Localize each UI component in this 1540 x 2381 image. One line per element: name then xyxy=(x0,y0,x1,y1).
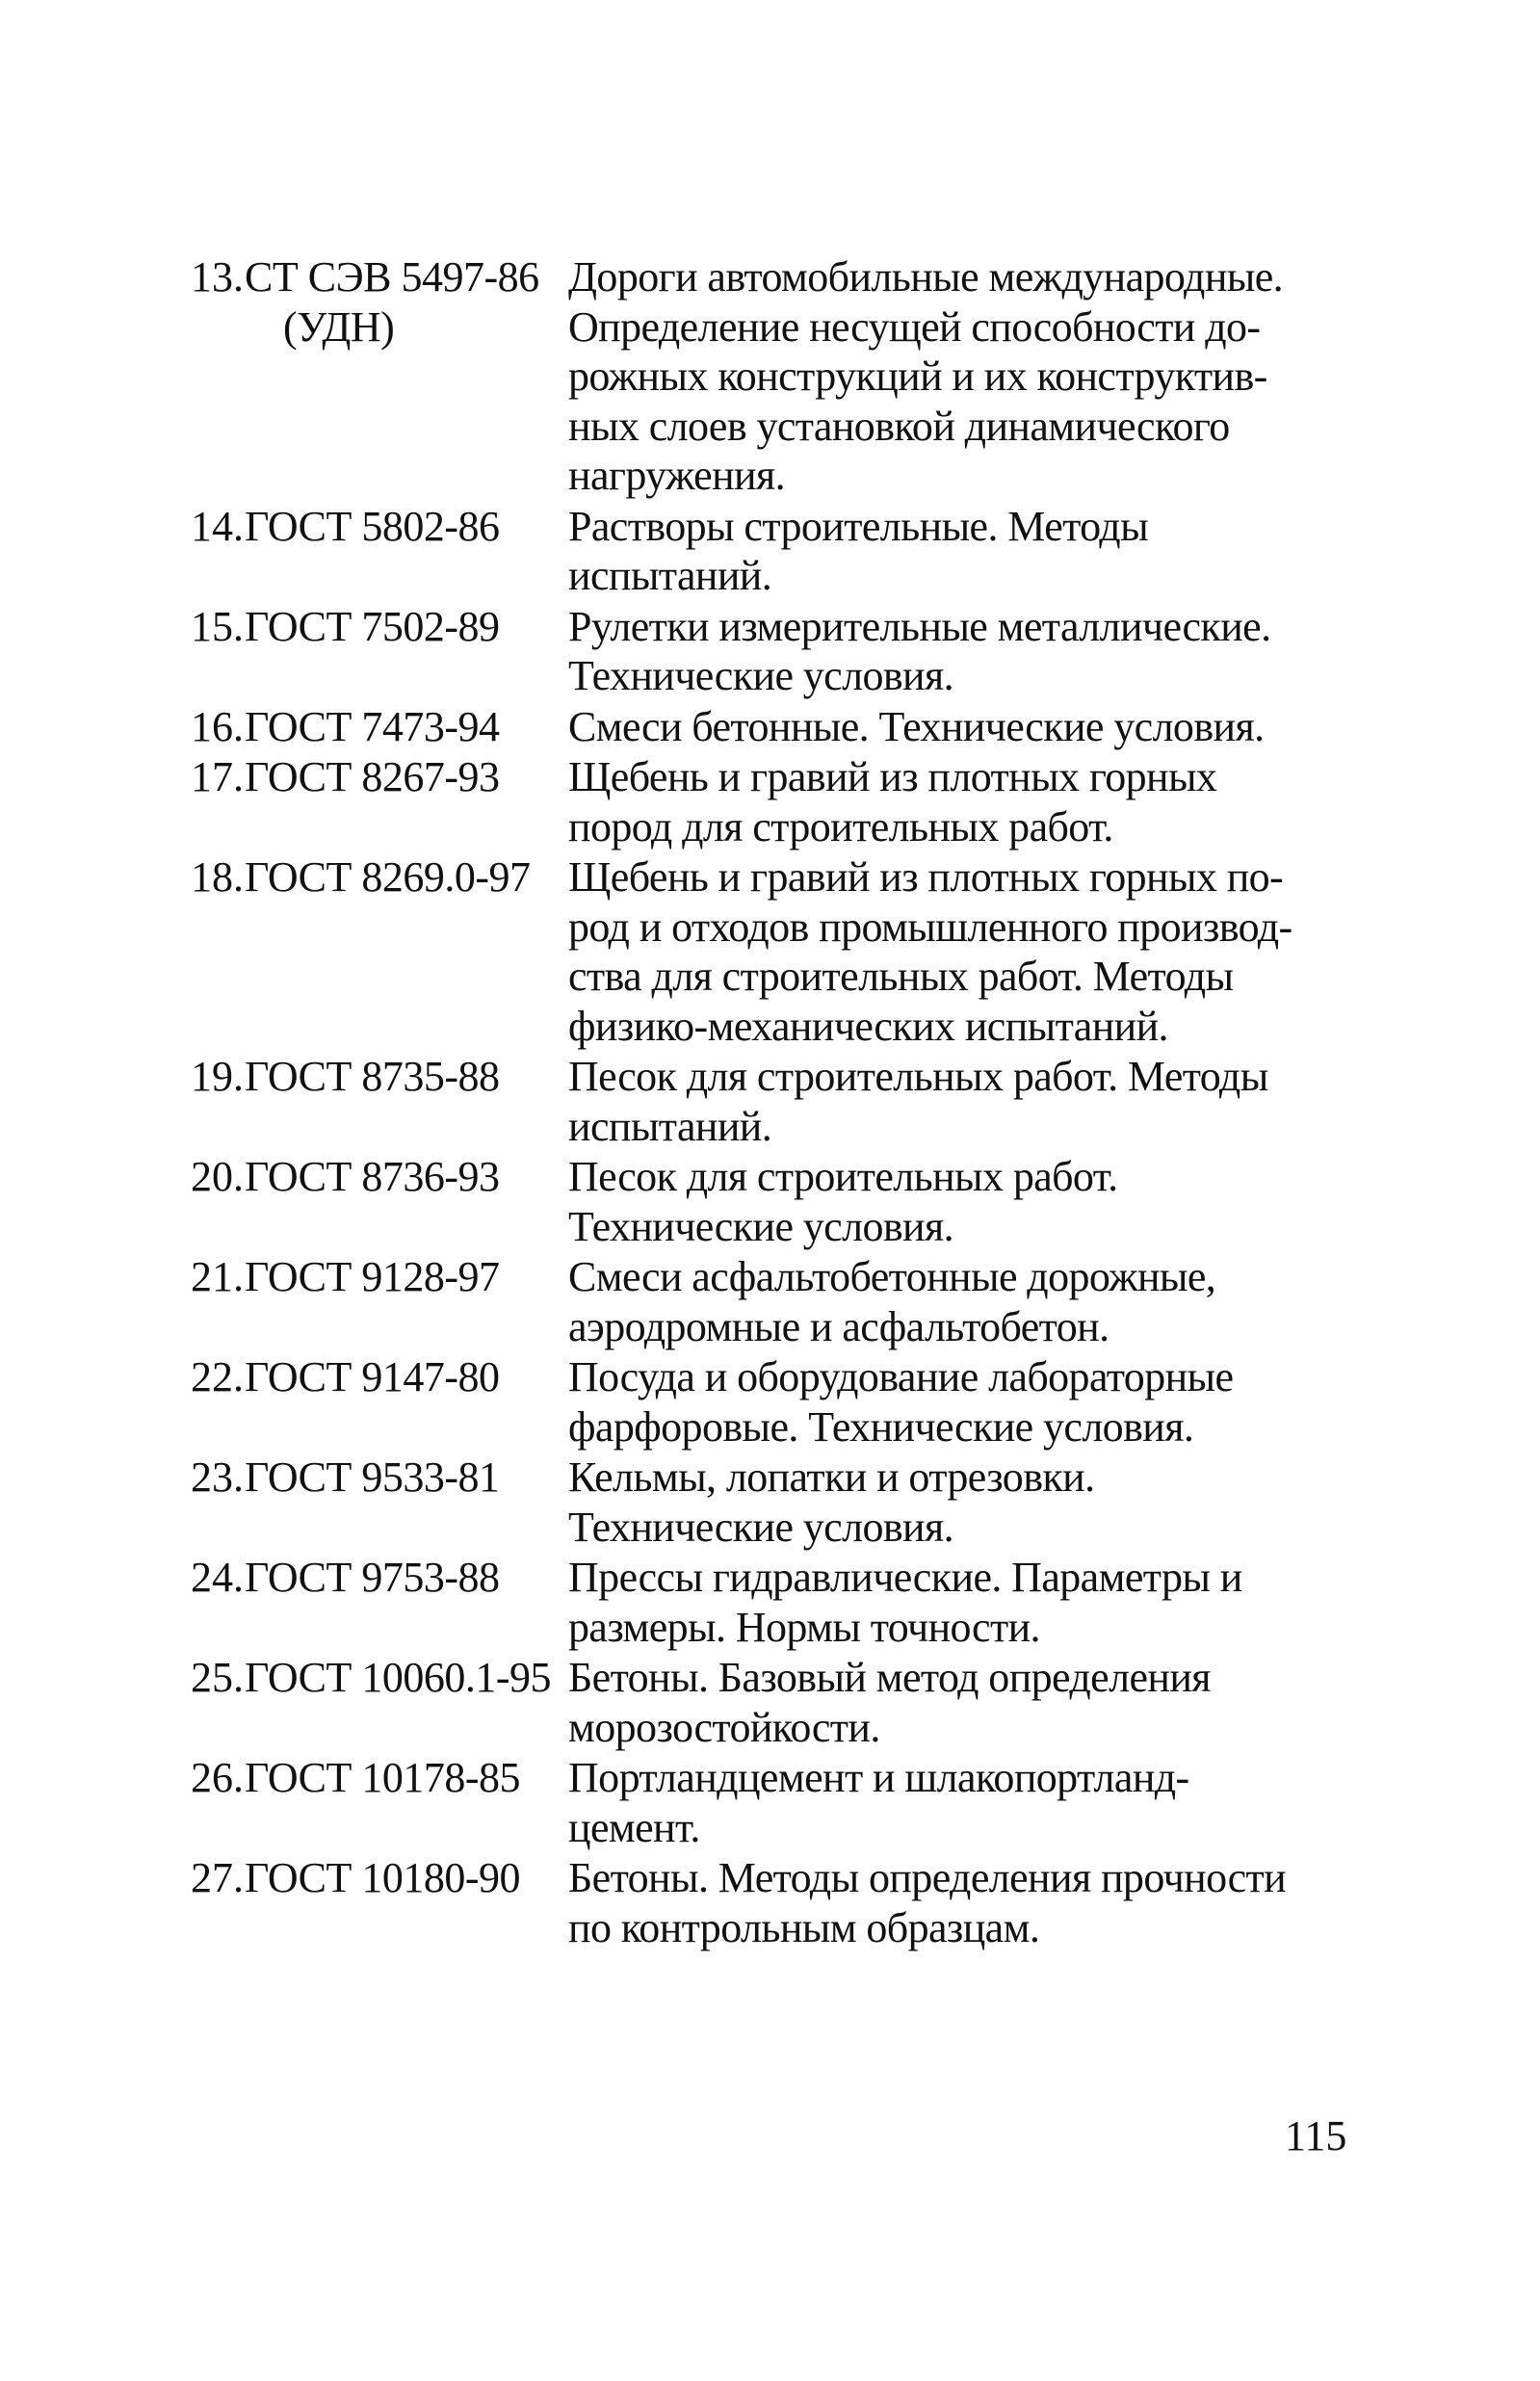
reference-title: Щебень и гравий из плотных горных пород для строительных работ. xyxy=(568,753,1217,850)
reference-item xyxy=(191,1052,1375,1151)
page-number: 115 xyxy=(1285,2112,1347,2159)
reference-item xyxy=(191,1853,1375,1952)
reference-number: 18. xyxy=(191,853,244,901)
reference-number: 23. xyxy=(191,1453,244,1501)
reference-code-sub: (УДН) xyxy=(283,302,395,351)
reference-number: 15. xyxy=(191,602,244,650)
reference-number: 27. xyxy=(191,1854,244,1901)
reference-item xyxy=(191,502,1375,601)
reference-item xyxy=(191,1352,1375,1452)
reference-item xyxy=(191,852,1375,1051)
reference-code-text: СТ СЭВ 5497-86 xyxy=(245,253,539,301)
reference-title: Песок для строительных работ. Методы испытаний. xyxy=(568,1053,1268,1150)
reference-code: ГОСТ 10178-85 xyxy=(245,1754,521,1801)
reference-number: 19. xyxy=(191,1053,244,1100)
reference-code: ГОСТ 9533-81 xyxy=(245,1453,500,1501)
reference-item xyxy=(191,1252,1375,1351)
reference-item xyxy=(191,752,1375,851)
reference-code: ГОСТ 7473-94 xyxy=(245,702,500,750)
reference-title: Дороги автомобильные международные. Определение несущей способности до- рожных конструкций и их конструктив- ных слоев установкой динамического нагружения. xyxy=(568,253,1284,499)
reference-title: Портландцемент и шлакопортланд- цемент. xyxy=(568,1754,1189,1851)
reference-title: Щебень и гравий из плотных горных по- род и отходов промышленного производ- ства для строительных работ. Методы физико-механических испытаний. xyxy=(568,853,1292,1050)
reference-code: ГОСТ 8267-93 xyxy=(245,753,500,800)
reference-title: Растворы строительные. Методы испытаний. xyxy=(568,502,1149,599)
reference-code: ГОСТ 8736-93 xyxy=(245,1153,500,1200)
reference-item xyxy=(191,1553,1375,1652)
reference-title: Бетоны. Методы определения прочности по контрольным образцам. xyxy=(568,1854,1287,1951)
reference-title: Смеси бетонные. Технические условия. xyxy=(568,702,1265,750)
reference-item xyxy=(191,1452,1375,1552)
reference-code: ГОСТ 9147-80 xyxy=(245,1353,500,1400)
reference-number: 14. xyxy=(191,502,244,550)
reference-item xyxy=(191,1152,1375,1251)
reference-title: Смеси асфальтобетонные дорожные, аэродромные и асфальтобетон. xyxy=(568,1253,1216,1350)
reference-code xyxy=(245,252,568,352)
reference-number: 17. xyxy=(191,753,244,800)
reference-item xyxy=(191,1753,1375,1852)
reference-code: ГОСТ 9128-97 xyxy=(245,1253,500,1300)
reference-number: 16. xyxy=(191,702,244,750)
reference-title: Посуда и оборудование лабораторные фарфоровые. Технические условия. xyxy=(568,1353,1234,1451)
reference-code: ГОСТ 8269.0-97 xyxy=(245,853,531,901)
reference-number: 13. xyxy=(191,253,244,301)
reference-title: Песок для строительных работ. Технические условия. xyxy=(568,1153,1118,1250)
reference-item xyxy=(191,602,1375,701)
reference-item xyxy=(191,252,1375,501)
reference-list xyxy=(191,252,1375,1953)
reference-number: 25. xyxy=(191,1654,244,1701)
reference-number: 22. xyxy=(191,1353,244,1400)
reference-code: ГОСТ 7502-89 xyxy=(245,602,500,650)
reference-code: ГОСТ 8735-88 xyxy=(245,1053,500,1100)
reference-number: 20. xyxy=(191,1153,244,1200)
reference-code: ГОСТ 5802-86 xyxy=(245,502,500,550)
reference-title: Кельмы, лопатки и отрезовки. Технические условия. xyxy=(568,1453,1095,1551)
reference-number: 26. xyxy=(191,1754,244,1801)
reference-code: ГОСТ 9753-88 xyxy=(245,1554,500,1601)
reference-title: Рулетки измерительные металлические. Технические условия. xyxy=(568,602,1271,699)
reference-code: ГОСТ 10060.1-95 xyxy=(245,1654,552,1701)
reference-item xyxy=(191,702,1375,752)
reference-code: ГОСТ 10180-90 xyxy=(245,1854,521,1901)
reference-item xyxy=(191,1653,1375,1752)
reference-title: Бетоны. Базовый метод определения морозостойкости. xyxy=(568,1654,1211,1751)
reference-title: Прессы гидравлические. Параметры и размеры. Нормы точности. xyxy=(568,1554,1242,1651)
reference-number: 24. xyxy=(191,1554,244,1601)
reference-number: 21. xyxy=(191,1253,244,1300)
